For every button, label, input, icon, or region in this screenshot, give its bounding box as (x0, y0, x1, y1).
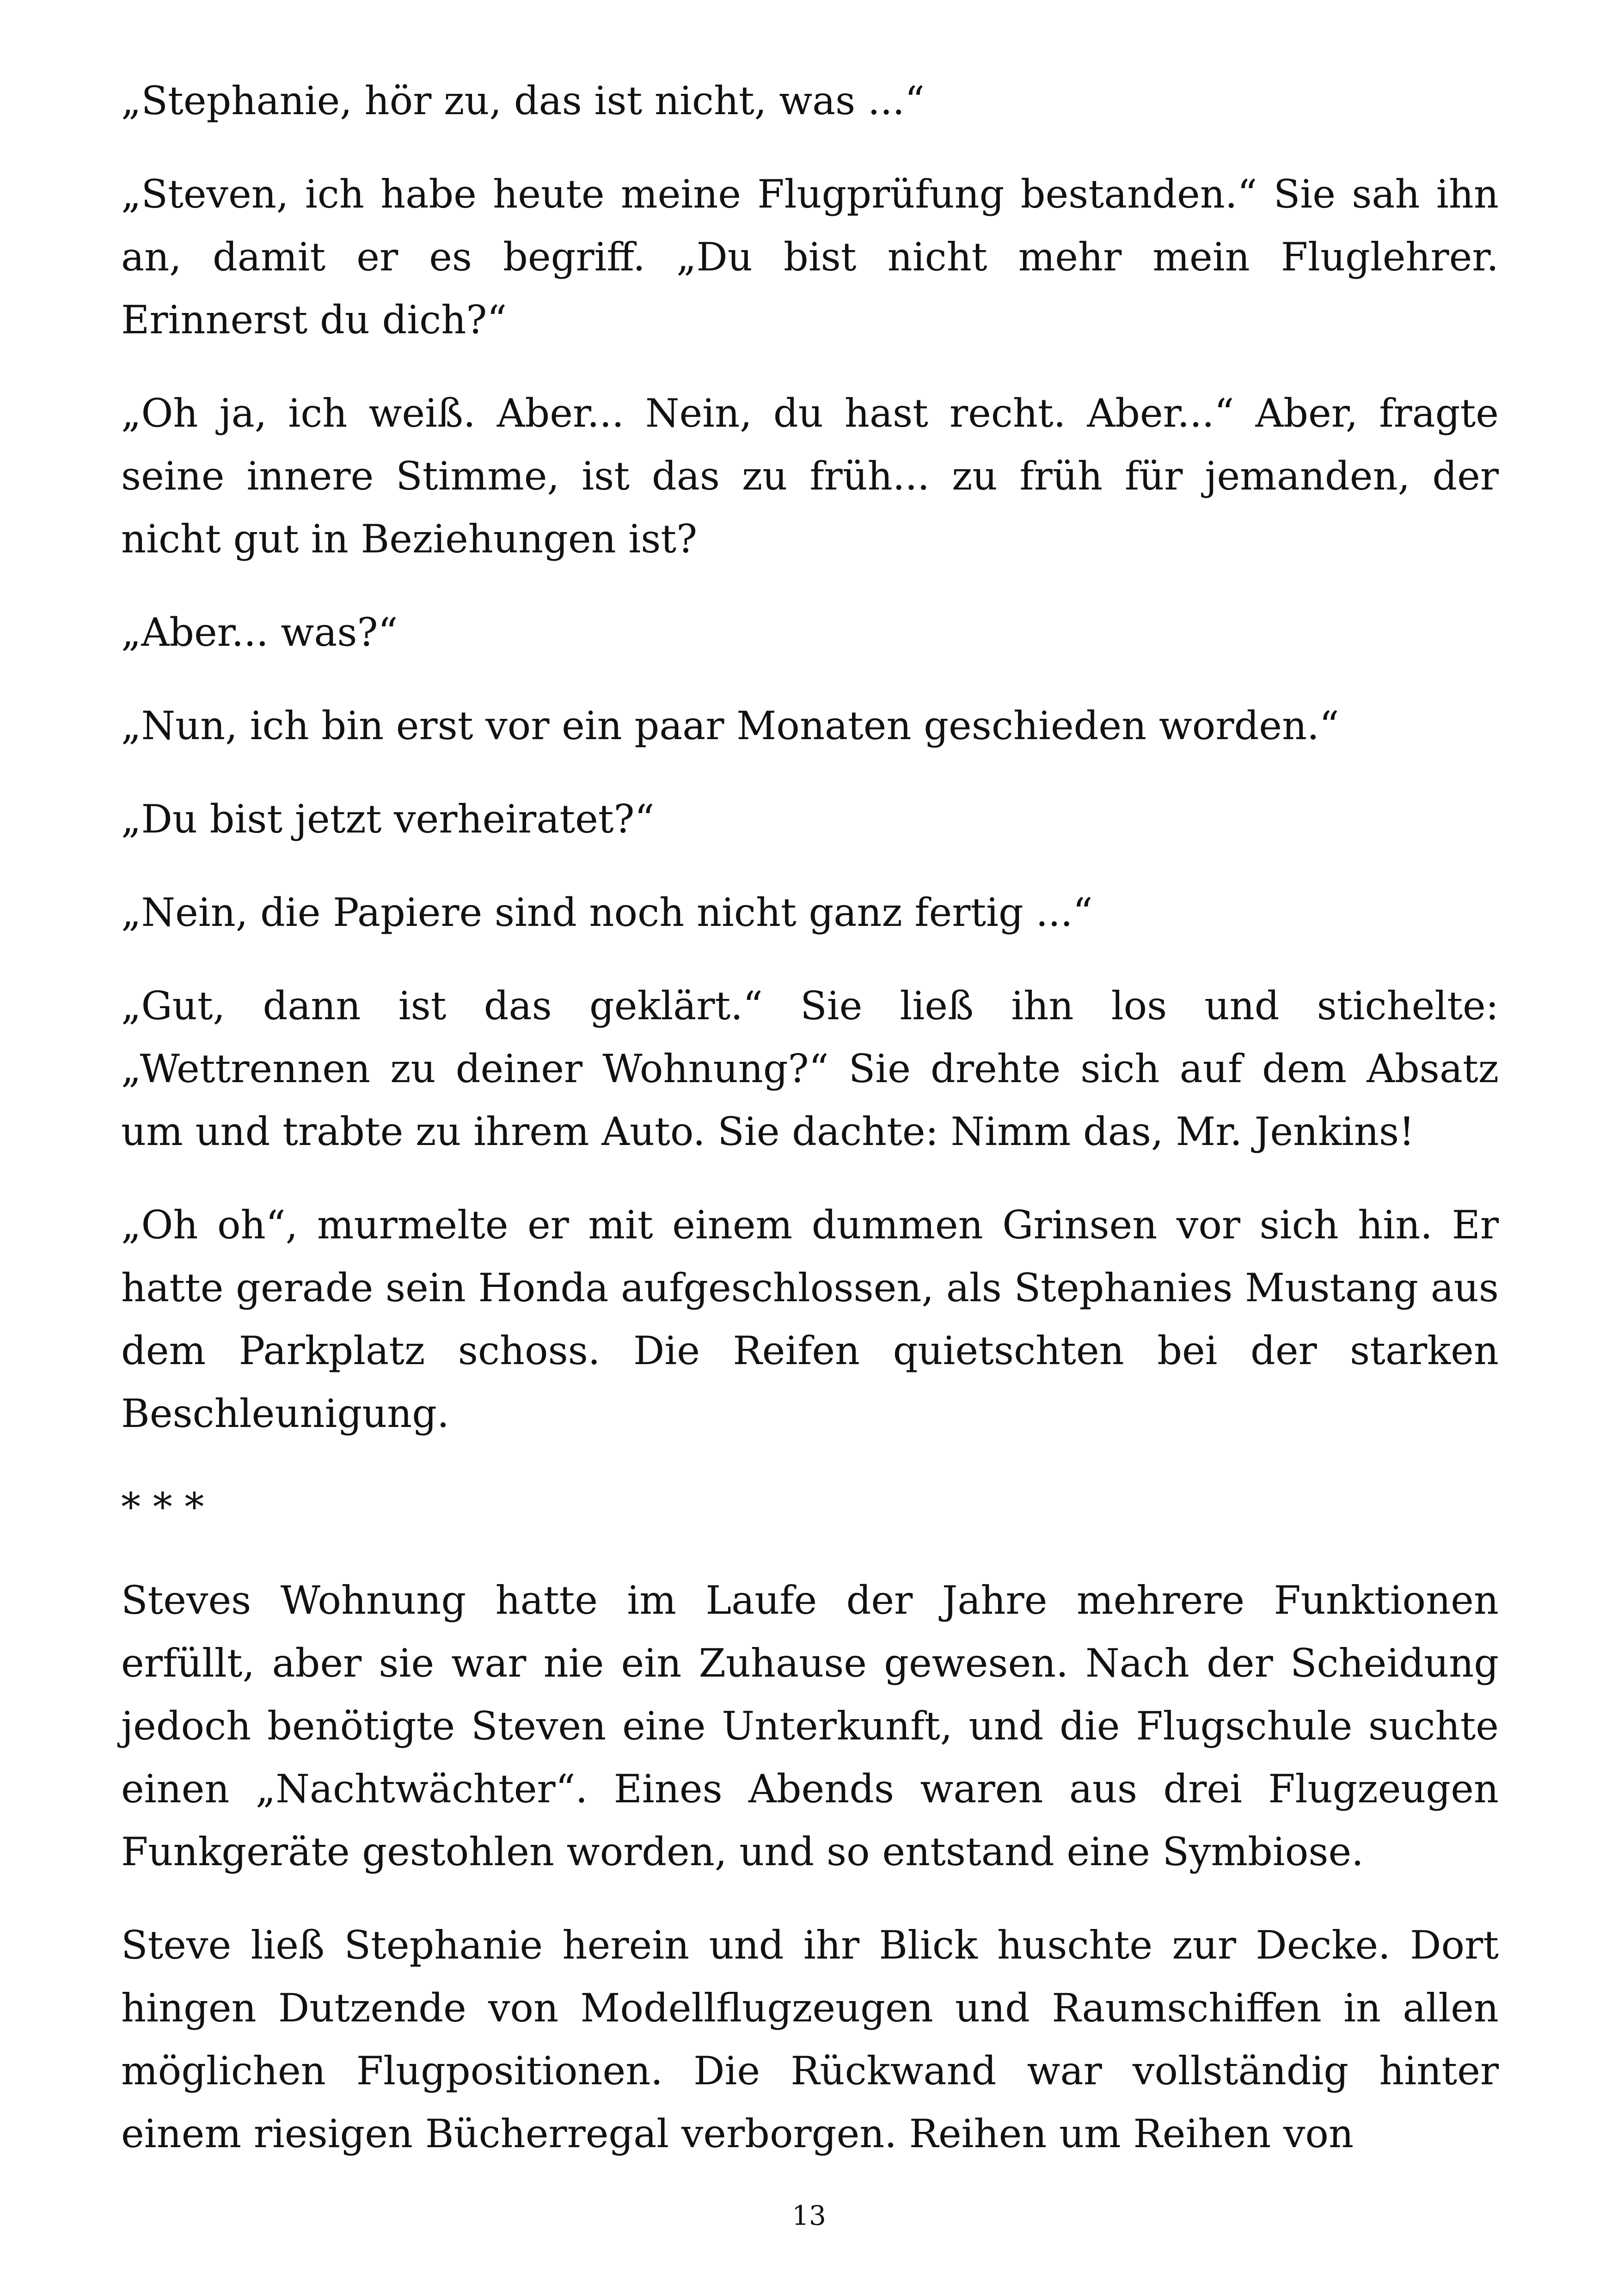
paragraph-7: „Nein, die Papiere sind noch nicht ganz fertig ...“ (121, 890, 1093, 935)
page-number: 13 (792, 2200, 826, 2231)
scene-break: * * * (121, 1484, 204, 1530)
paragraph-6: „Du bist jetzt verheiratet?“ (121, 796, 655, 842)
paragraph-8: „Gut, dann ist das geklärt.“ Sie ließ ihn los und stichelte: „Wettrennen zu deiner Wohnung?“ Sie drehte sich auf dem Absatz um und trabte zu ihrem Auto. Sie dachte: Nimm das, Mr. Jenkins! (121, 983, 1499, 1154)
paragraph-10: Steves Wohnung hatte im Laufe der Jahre mehrere Funktionen erfüllt, aber sie war nie ein Zuhause gewesen. Nach der Scheidung jedoch benötigte Steven eine Unterkunft, und die Flugschule suchte einen „Nachtwächter“. Eines Abends waren aus drei Flugzeugen Funkgeräte gestohlen worden, und so entstand eine Symbiose. (121, 1578, 1499, 1874)
paragraph-2: „Steven, ich habe heute meine Flugprüfung bestanden.“ Sie sah ihn an, damit er es begriff. „Du bist nicht mehr mein Fluglehrer. Erinnerst du dich?“ (121, 171, 1499, 343)
paragraph-4: „Aber... was?“ (121, 610, 398, 655)
paragraph-5: „Nun, ich bin erst vor ein paar Monaten geschieden worden.“ (121, 703, 1339, 748)
paragraph-1: „Stephanie, hör zu, das ist nicht, was ...“ (121, 78, 925, 123)
body-text (121, 69, 1499, 2196)
paragraph-11: Steve ließ Stephanie herein und ihr Blick huschte zur Decke. Dort hingen Dutzende von Modellflugzeugen und Raumschiffen in allen möglichen Flugpositionen. Die Rückwand war vollständig hinter einem riesigen Bücherregal verborgen. Reihen um Reihen von (121, 1923, 1499, 2156)
paragraph-9: „Oh oh“, murmelte er mit einem dummen Grinsen vor sich hin. Er hatte gerade sein Honda aufgeschlossen, als Stephanies Mustang aus dem Parkplatz schoss. Die Reifen quietschten bei der starken Beschleunigung. (121, 1202, 1499, 1436)
paragraph-3: „Oh ja, ich weiß. Aber... Nein, du hast recht. Aber...“ Aber, fragte seine innere Stimme, ist das zu früh... zu früh für jemanden, der nicht gut in Beziehungen ist? (121, 391, 1499, 562)
